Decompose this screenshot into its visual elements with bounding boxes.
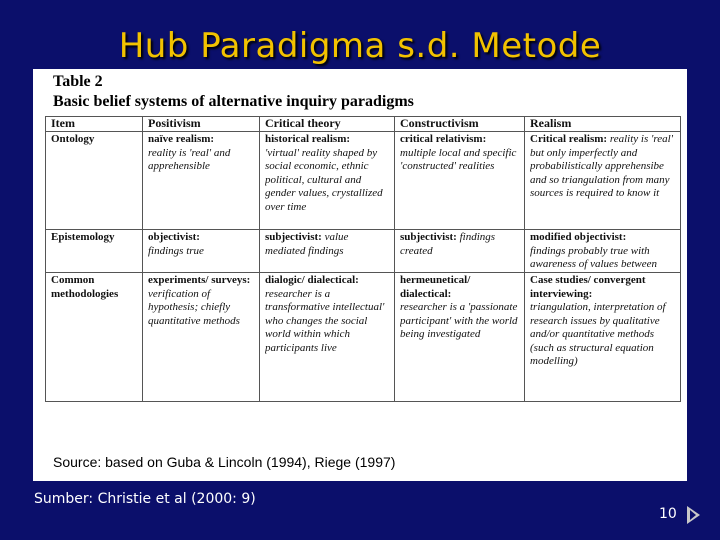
cell-methodologies-critical — [260, 273, 395, 402]
table-label: Table 2 — [53, 73, 103, 90]
cell-text: verification of hypothesis; chiefly quantitative methods — [148, 287, 240, 327]
cell-epistemology-critical — [260, 230, 395, 273]
table-header-row — [46, 117, 681, 132]
cell-epistemology-positivism — [143, 230, 260, 273]
table-figure — [33, 69, 687, 481]
cell-ontology-positivism — [143, 132, 260, 230]
table-row — [46, 273, 681, 402]
slide-title: Hub Paradigma s.d. Metode — [118, 26, 602, 66]
cell-methodologies-realism — [525, 273, 681, 402]
cell-ontology-critical — [260, 132, 395, 230]
table-crop-edge — [33, 434, 687, 446]
cell-text: findings probably true with awareness of values between — [530, 244, 657, 270]
table-caption: Basic belief systems of alternative inquiry paradigms — [53, 93, 414, 110]
cell-text: triangulation, interpretation of research issues by qualitative and/or quantitative methods (such as structural equation modelling) — [530, 301, 666, 367]
header-realism: Realism — [525, 117, 681, 132]
cell-ontology-realism — [525, 132, 681, 230]
cell-lead: subjectivist: — [265, 231, 322, 243]
cell-text: researcher is a transformative intellectual' who changes the social world within which participants live — [265, 287, 385, 354]
cell-lead: historical realism: — [265, 133, 351, 145]
cell-text: 'virtual' reality shaped by social economic, ethnic political, cultural and gender values, crystallized over time — [265, 146, 383, 213]
table-row — [46, 230, 681, 273]
cell-lead: dialogic/ dialectical: — [265, 274, 359, 286]
cell-ontology-constructivism — [395, 132, 525, 230]
cell-lead: hermeunetical/ dialectical: — [400, 274, 471, 300]
cell-text: findings true — [148, 244, 204, 257]
row-head-epistemology: Epistemology — [46, 230, 143, 273]
cell-lead: objectivist: — [148, 231, 200, 243]
cell-text: findings created — [400, 231, 496, 257]
cell-lead: Critical realism: — [530, 133, 608, 145]
cell-epistemology-constructivism — [395, 230, 525, 273]
cell-text: reality is 'real' and apprehensible — [148, 146, 231, 172]
cell-epistemology-realism — [525, 230, 681, 273]
row-head-methodologies: Common methodologies — [46, 273, 143, 402]
header-critical-theory: Critical theory — [260, 117, 395, 132]
cell-lead: naïve realism: — [148, 133, 215, 145]
cell-lead: Case studies/ convergent interviewing: — [530, 274, 646, 300]
header-item: Item — [46, 117, 143, 132]
cell-methodologies-constructivism — [395, 273, 525, 402]
cell-lead: critical relativism: — [400, 133, 487, 145]
cell-text: multiple local and specific 'constructed' realities — [400, 146, 517, 172]
slide-credit: Sumber: Christie et al (2000: 9) — [34, 491, 256, 507]
cell-lead: subjectivist: — [400, 231, 457, 243]
cell-lead: modified objectivist: — [530, 231, 627, 243]
row-head-ontology: Ontology — [46, 132, 143, 230]
cell-text: reality is 'real' but only imperfectly and probabilistically apprehensibe and so triangulation from many sources is required to know it — [530, 133, 673, 199]
table-row — [46, 132, 681, 230]
triangle-right-icon[interactable] — [687, 506, 700, 524]
table-source: Source: based on Guba & Lincoln (1994), Riege (1997) — [53, 454, 396, 470]
header-positivism: Positivism — [143, 117, 260, 132]
page-number: 10 — [659, 506, 677, 522]
paradigms-table — [45, 116, 681, 402]
header-constructivism: Constructivism — [395, 117, 525, 132]
cell-text: researcher is a 'passionate participant' with the world being investigated — [400, 301, 518, 340]
cell-lead: experiments/ surveys: — [148, 274, 251, 286]
cell-text: value mediated findings — [265, 231, 349, 257]
cell-methodologies-positivism — [143, 273, 260, 402]
